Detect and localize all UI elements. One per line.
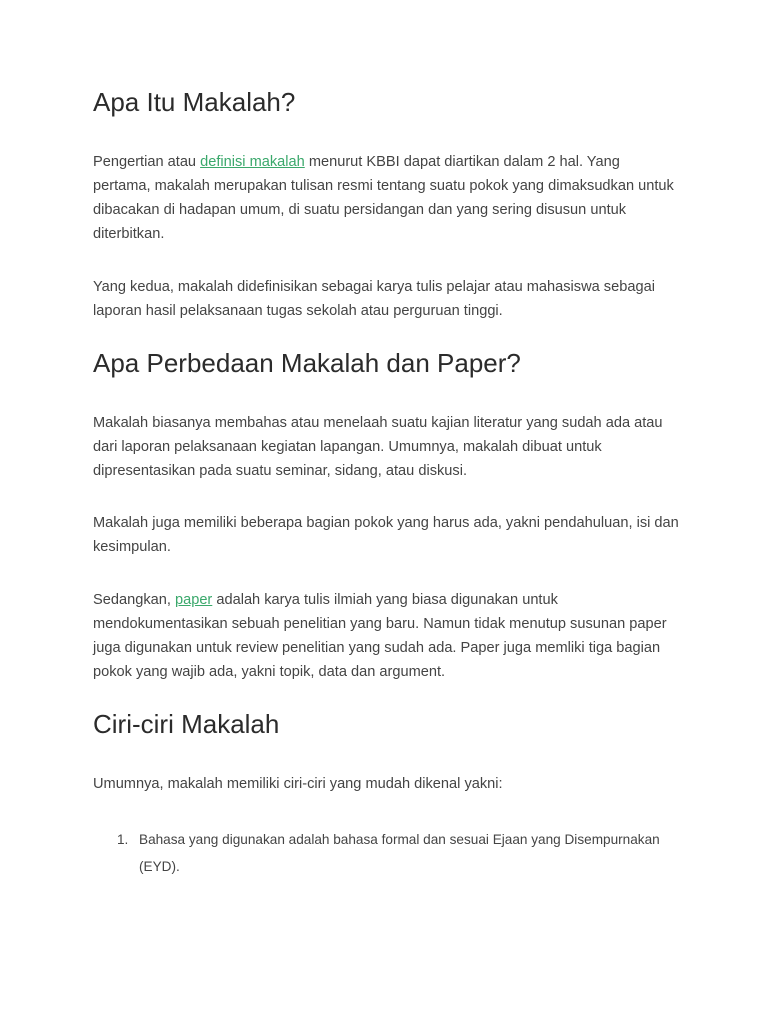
ciri-ciri-list bbox=[93, 826, 679, 880]
paragraph-bagian-pokok: Makalah juga memiliki beberapa bagian pokok yang harus ada, yakni pendahuluan, isi dan kesimpulan. bbox=[93, 515, 679, 555]
paragraph-text: Sedangkan, bbox=[93, 592, 175, 608]
paragraph-definisi bbox=[93, 150, 679, 246]
section-heading-apa-itu-makalah: Apa Itu Makalah? bbox=[93, 87, 296, 117]
paragraph-sedangkan-paper bbox=[93, 588, 679, 684]
paragraph-makalah-biasanya: Makalah biasanya membahas atau menelaah suatu kajian literatur yang sudah ada atau dari laporan pelaksanaan kegiatan lapangan. Umumnya, makalah dibuat untuk dipresentasikan pada suatu seminar, sidang, atau diskusi. bbox=[93, 415, 663, 479]
paragraph-text: menurut KBBI dapat diartikan dalam 2 hal. Yang pertama, makalah merupakan tulisan resmi tentang suatu pokok yang dimaksudkan untuk dibacakan di hadapan umum, di suatu persidangan dan yang sering disusun untuk diterbitkan. bbox=[93, 154, 674, 242]
list-item-number: 1. bbox=[117, 832, 129, 847]
section-heading-ciri-ciri: Ciri-ciri Makalah bbox=[93, 709, 280, 739]
paragraph-text: Pengertian atau bbox=[93, 154, 201, 170]
link-definisi-makalah[interactable]: definisi makalah bbox=[200, 154, 305, 170]
list-item bbox=[93, 826, 679, 880]
paragraph-text: adalah karya tulis ilmiah yang biasa digunakan untuk mendokumentasikan sebuah penelitian yang baru. Namun tidak menutup susunan paper juga digunakan untuk review penelitian yang sudah ada. Paper juga memliki tiga bagian pokok yang wajib ada, yakni topik, data dan argument. bbox=[93, 592, 667, 680]
section-heading-perbedaan: Apa Perbedaan Makalah dan Paper? bbox=[93, 348, 521, 378]
paragraph-yang-kedua: Yang kedua, makalah didefinisikan sebagai karya tulis pelajar atau mahasiswa sebagai laporan hasil pelaksanaan tugas sekolah atau perguruan tinggi. bbox=[93, 279, 655, 319]
paragraph-umumnya: Umumnya, makalah memiliki ciri-ciri yang mudah dikenal yakni: bbox=[93, 776, 503, 792]
link-paper[interactable]: paper bbox=[174, 592, 213, 608]
list-item-text: Bahasa yang digunakan adalah bahasa formal dan sesuai Ejaan yang Disempurnakan (EYD). bbox=[139, 832, 660, 874]
